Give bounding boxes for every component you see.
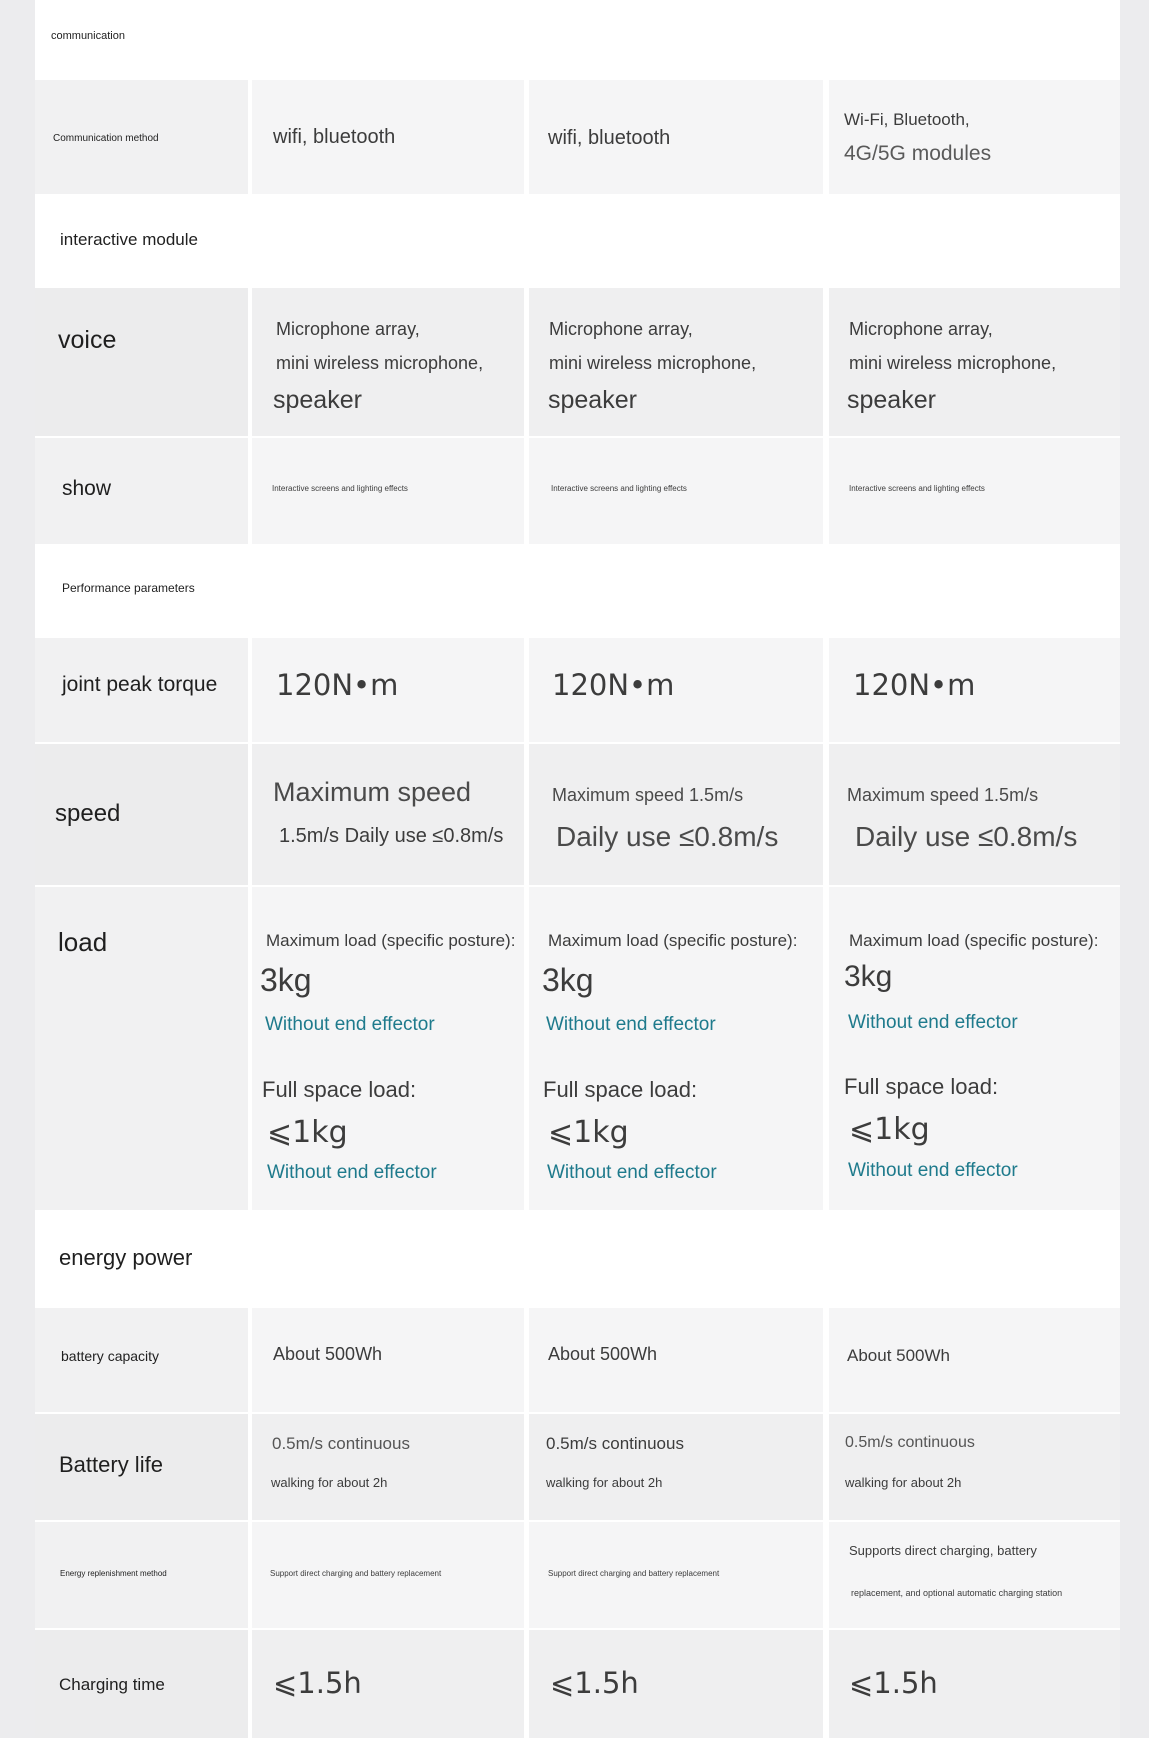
spec-value: Interactive screens and lighting effects <box>551 484 687 493</box>
spec-value: ⩽1.5h <box>550 1666 639 1700</box>
spec-cell <box>829 744 1120 885</box>
load-full-label: Full space load: <box>262 1077 417 1102</box>
load-max-label: Maximum load (specific posture): <box>849 931 1099 950</box>
spec-value: 120N•m <box>552 668 675 702</box>
spec-cell <box>829 1630 1120 1738</box>
row-battery-capacity <box>35 1308 1120 1412</box>
spec-cell <box>829 1414 1120 1520</box>
section-header-energy <box>35 1212 1120 1306</box>
spec-value-line: Wi-Fi, Bluetooth, <box>844 110 970 129</box>
spec-value: Support direct charging and battery replacement <box>270 1569 442 1578</box>
row-communication-method <box>35 80 1120 194</box>
load-max-value: 3kg <box>260 962 312 998</box>
section-title: Performance parameters <box>62 581 195 595</box>
spec-cell <box>529 638 823 742</box>
section-header-performance <box>35 546 1120 636</box>
row-label-cell <box>35 638 248 742</box>
spec-value-line: walking for about 2h <box>845 1475 962 1490</box>
section-title: communication <box>51 30 125 42</box>
spec-value-line: Microphone array, <box>849 319 993 339</box>
spec-value-line: walking for about 2h <box>546 1475 663 1490</box>
row-label: Battery life <box>59 1452 163 1477</box>
spec-value: wifi, bluetooth <box>273 126 396 148</box>
row-charging-time <box>35 1630 1120 1738</box>
row-label-cell <box>35 288 248 436</box>
spec-sheet <box>35 0 1120 1738</box>
spec-value: Interactive screens and lighting effects <box>272 484 408 493</box>
spec-cell <box>529 80 823 194</box>
spec-cell <box>529 887 823 1210</box>
spec-value: 120N•m <box>853 668 976 702</box>
spec-value: About 500Wh <box>273 1344 383 1364</box>
section-title: energy power <box>59 1245 193 1270</box>
spec-value-line: mini wireless microphone, <box>849 353 1057 373</box>
load-full-value: ⩽1kg <box>849 1112 930 1147</box>
row-label-cell <box>35 80 248 194</box>
spec-value-line: 0.5m/s continuous <box>272 1434 410 1453</box>
spec-cell <box>252 1308 524 1412</box>
spec-value-line: Maximum speed <box>273 777 472 807</box>
spec-value-line: Daily use ≤0.8m/s <box>556 821 779 852</box>
spec-value: Support direct charging and battery replacement <box>548 1569 720 1578</box>
spec-value: About 500Wh <box>548 1344 658 1364</box>
spec-value-line: speaker <box>847 386 936 414</box>
section-header-interactive <box>35 196 1120 286</box>
spec-cell <box>252 1414 524 1520</box>
row-battery-life <box>35 1414 1120 1520</box>
load-note: Without end effector <box>547 1162 717 1183</box>
row-show <box>35 438 1120 544</box>
spec-value-line: 0.5m/s continuous <box>546 1434 684 1453</box>
spec-value-line: Maximum speed 1.5m/s <box>552 785 744 805</box>
spec-value-line: 1.5m/s Daily use ≤0.8m/s <box>279 825 504 847</box>
spec-cell <box>252 80 524 194</box>
spec-value-line: speaker <box>273 386 362 414</box>
spec-cell <box>529 1630 823 1738</box>
spec-cell <box>529 1522 823 1628</box>
spec-cell <box>529 744 823 885</box>
load-full-value: ⩽1kg <box>267 1115 348 1150</box>
row-label: show <box>62 477 112 500</box>
spec-cell <box>529 1308 823 1412</box>
spec-value: ⩽1.5h <box>849 1666 938 1700</box>
spec-value-line: 4G/5G modules <box>844 142 992 165</box>
load-note: Without end effector <box>848 1160 1018 1181</box>
spec-cell <box>252 288 524 436</box>
spec-cell <box>252 744 524 885</box>
section-header-communication <box>35 0 1120 78</box>
spec-value-line: 0.5m/s continuous <box>845 1434 975 1451</box>
load-full-label: Full space load: <box>844 1074 999 1099</box>
spec-value-line: Microphone array, <box>276 319 420 339</box>
section-title: interactive module <box>60 230 198 249</box>
spec-cell <box>529 1414 823 1520</box>
load-note: Without end effector <box>265 1014 435 1035</box>
load-full-value: ⩽1kg <box>548 1115 629 1150</box>
spec-value: wifi, bluetooth <box>548 127 671 149</box>
spec-value-line: Supports direct charging, battery <box>849 1543 1037 1558</box>
load-note: Without end effector <box>267 1162 437 1183</box>
spec-cell <box>829 438 1120 544</box>
row-speed <box>35 744 1120 885</box>
spec-cell <box>252 1630 524 1738</box>
spec-cell <box>252 438 524 544</box>
spec-value-line: walking for about 2h <box>271 1475 388 1490</box>
row-label-cell <box>35 887 248 1210</box>
row-voice <box>35 288 1120 436</box>
row-label: battery capacity <box>61 1348 160 1364</box>
spec-value-line: Microphone array, <box>549 319 693 339</box>
spec-value-line: mini wireless microphone, <box>549 353 757 373</box>
row-label: voice <box>58 326 117 354</box>
row-label: load <box>58 927 108 957</box>
load-max-label: Maximum load (specific posture): <box>266 931 516 950</box>
spec-value: About 500Wh <box>847 1346 951 1365</box>
load-max-value: 3kg <box>844 960 893 993</box>
load-note: Without end effector <box>546 1014 716 1035</box>
spec-value-line: replacement, and optional automatic charging station <box>851 1588 1063 1598</box>
row-label: speed <box>55 800 121 827</box>
spec-cell <box>829 1308 1120 1412</box>
row-label: Energy replenishment method <box>60 1569 167 1578</box>
spec-value: 120N•m <box>276 668 399 702</box>
spec-cell <box>829 638 1120 742</box>
load-max-value: 3kg <box>542 962 594 998</box>
row-load <box>35 887 1120 1210</box>
spec-value: ⩽1.5h <box>273 1666 362 1700</box>
spec-value-line: mini wireless microphone, <box>276 353 484 373</box>
spec-cell <box>829 887 1120 1210</box>
load-full-label: Full space load: <box>543 1077 698 1102</box>
spec-cell <box>829 1522 1120 1628</box>
row-label-cell <box>35 1414 248 1520</box>
row-energy-replenishment <box>35 1522 1120 1628</box>
row-label-cell <box>35 1522 248 1628</box>
spec-value-line: speaker <box>548 386 637 414</box>
spec-cell <box>829 80 1120 194</box>
spec-value-line: Daily use ≤0.8m/s <box>855 821 1078 852</box>
row-label: Charging time <box>59 1675 165 1694</box>
load-note: Without end effector <box>848 1012 1018 1033</box>
row-label-cell <box>35 1630 248 1738</box>
row-joint-peak-torque <box>35 638 1120 742</box>
row-label-cell <box>35 1308 248 1412</box>
row-label-cell <box>35 744 248 885</box>
spec-value: Interactive screens and lighting effects <box>849 484 985 493</box>
spec-cell <box>529 438 823 544</box>
row-label: Communication method <box>53 133 159 144</box>
row-label-cell <box>35 438 248 544</box>
load-max-label: Maximum load (specific posture): <box>548 931 798 950</box>
spec-cell <box>829 288 1120 436</box>
row-label: joint peak torque <box>62 673 218 696</box>
spec-cell <box>529 288 823 436</box>
spec-value-line: Maximum speed 1.5m/s <box>847 785 1039 805</box>
spec-cell <box>252 638 524 742</box>
spec-cell <box>252 887 524 1210</box>
spec-cell <box>252 1522 524 1628</box>
